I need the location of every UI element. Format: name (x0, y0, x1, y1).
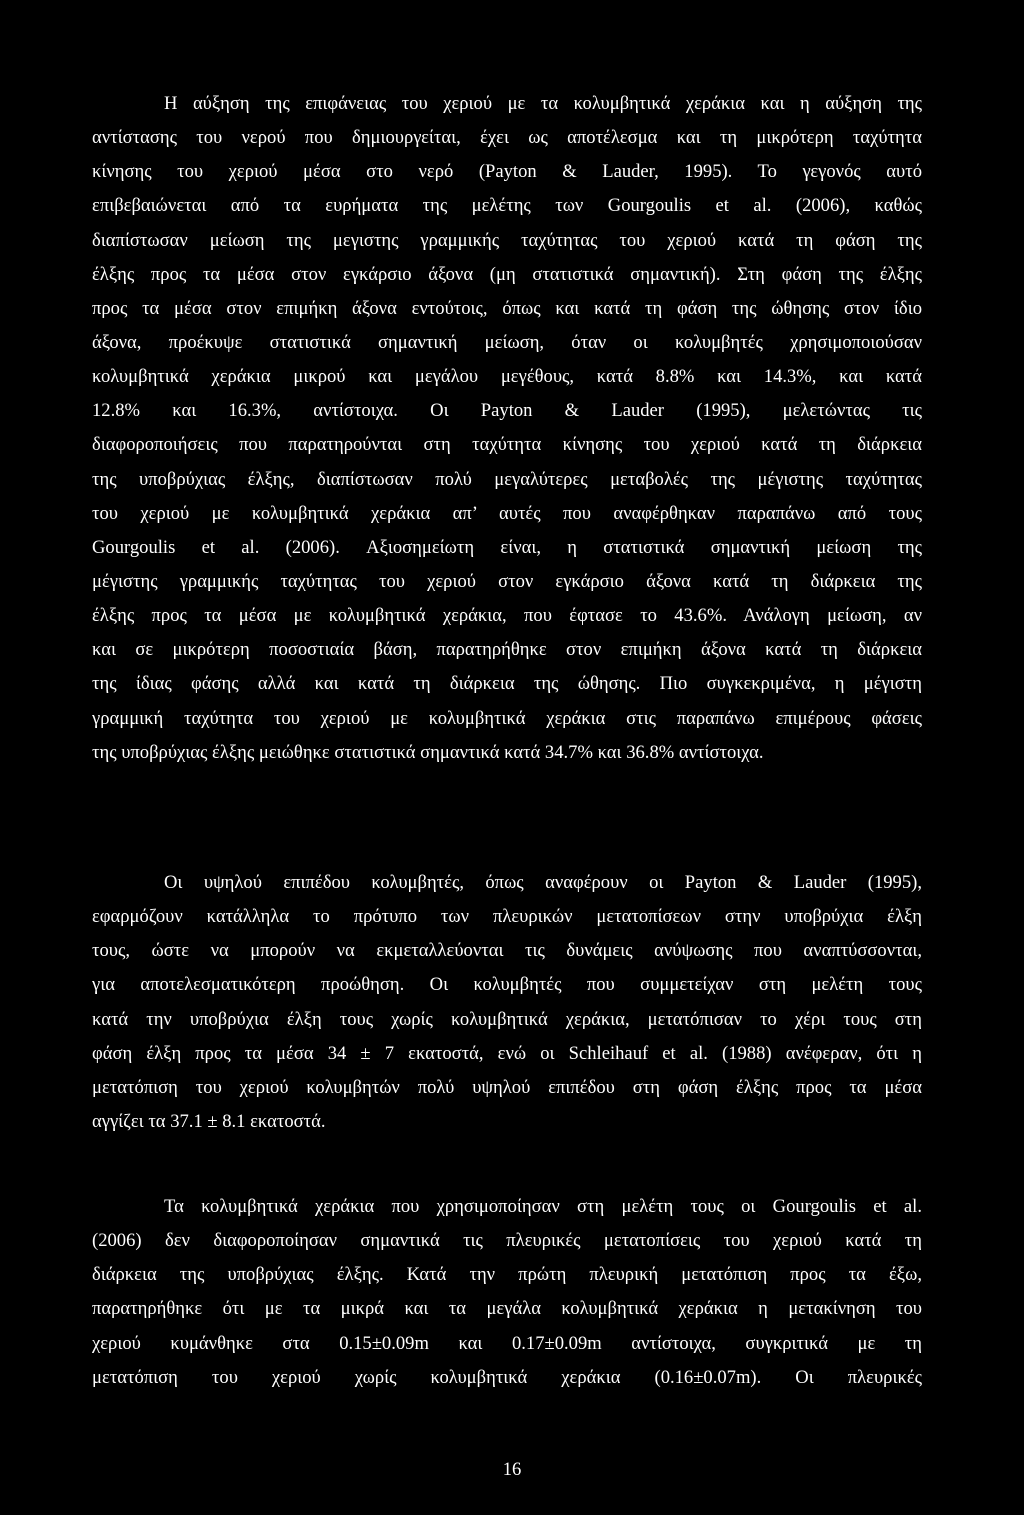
text-line: μετατόπιση του χεριού κολυμβητών πολύ υψηλού επιπέδου στη φάση έλξης προς τα μέσα (92, 1076, 922, 1098)
text-line: μέγιστης γραμμικής ταχύτητας του χεριού στον εγκάρσιο άξονα κατά τη διάρκεια της (92, 570, 922, 592)
text-line: αντίστασης του νερού που δημιουργείται, έχει ως αποτέλεσμα και τη μικρότερη ταχύτητα (92, 127, 922, 149)
text-line: έλξης προς τα μέσα με κολυμβητικά χεράκια, που έφτασε το 43.6%. Ανάλογη μείωση, αν (92, 605, 922, 627)
text-line: της υποβρύχιας έλξης, διαπίστωσαν πολύ μεγαλύτερες μεταβολές της μέγιστης ταχύτητας (92, 468, 922, 490)
text-line: εφαρμόζουν κατάλληλα το πρότυπο των πλευρικών μετατοπίσεων στην υποβρύχια έλξη (92, 906, 922, 928)
text-line: κολυμβητικά χεράκια μικρού και μεγάλου μεγέθους, κατά 8.8% και 14.3%, και κατά (92, 366, 922, 388)
paragraph-3 (92, 1190, 922, 1395)
text-line: Η αύξηση της επιφάνειας του χεριού με τα κολυμβητικά χεράκια και η αύξηση της (164, 93, 922, 114)
text-line: φάση έλξη προς τα μέσα 34 ± 7 εκατοστά, ενώ οι Schleihauf et al. (1988) ανέφεραν, ότι η (92, 1042, 922, 1064)
text-line: χεριού κυμάνθηκε στα 0.15±0.09m και 0.17±0.09m αντίστοιχα, συγκριτικά με τη (92, 1332, 922, 1354)
text-line: αγγίζει τα 37.1 ± 8.1 εκατοστά. (92, 1110, 326, 1132)
text-line: γραμμική ταχύτητα του χεριού με κολυμβητικά χεράκια στις παραπάνω επιμέρους φάσεις (92, 707, 922, 729)
text-line: έλξης προς τα μέσα στον εγκάρσιο άξονα (μη στατιστικά σημαντική). Στη φάση της έλξης (92, 263, 922, 285)
text-line: κίνησης του χεριού μέσα στο νερό (Payton & Lauder, 1995). Το γεγονός αυτό (92, 161, 922, 183)
text-line: παρατηρήθηκε ότι με τα μικρά και τα μεγάλα κολυμβητικά χεράκια η μετακίνηση του (92, 1298, 922, 1320)
text-line: διάρκεια της υποβρύχιας έλξης. Κατά την πρώτη πλευρική μετατόπιση προς τα έξω, (92, 1264, 922, 1286)
text-line: της ίδιας φάσης αλλά και κατά τη διάρκεια της ώθησης. Πιο συγκεκριμένα, η μέγιστη (92, 673, 922, 695)
text-line: και σε μικρότερη ποσοστιαία βάση, παρατηρήθηκε στον επιμήκη άξονα κατά τη διάρκεια (92, 639, 922, 661)
text-line: Gourgoulis et al. (2006). Αξιοσημείωτη είναι, η στατιστικά σημαντική μείωση της (92, 536, 922, 558)
text-line: άξονα, προέκυψε στατιστικά σημαντική μείωση, όταν οι κολυμβητές χρησιμοποιούσαν (92, 331, 922, 353)
page-number: 16 (502, 1459, 522, 1480)
text-line: Τα κολυμβητικά χεράκια που χρησιμοποίησαν στη μελέτη τους οι Gourgoulis et al. (164, 1196, 922, 1217)
text-line: 12.8% και 16.3%, αντίστοιχα. Οι Payton & Lauder (1995), μελετώντας τις (92, 400, 922, 422)
paragraph-1 (92, 87, 922, 770)
text-line: τους, ώστε να μπορούν να εκμεταλλεύονται τις δυνάμεις ανύψωσης που αναπτύσσονται, (92, 940, 922, 962)
paragraph-2 (92, 866, 922, 1139)
text-line: (2006) δεν διαφοροποίησαν σημαντικά τις πλευρικές μετατοπίσεις του χεριού κατά τη (92, 1230, 922, 1252)
text-line: για αποτελεσματικότερη προώθηση. Οι κολυμβητές που συμμετείχαν στη μελέτη τους (92, 974, 922, 996)
text-line: Οι υψηλού επιπέδου κολυμβητές, όπως αναφέρουν οι Payton & Lauder (1995), (164, 872, 922, 893)
text-line: κατά την υποβρύχια έλξη τους χωρίς κολυμβητικά χεράκια, μετατόπισαν το χέρι τους στη (92, 1008, 922, 1030)
text-line: προς τα μέσα στον επιμήκη άξονα εντούτοις, όπως και κατά τη φάση της ώθησης στον ίδιο (92, 297, 922, 319)
text-line: της υποβρύχιας έλξης μειώθηκε στατιστικά σημαντικά κατά 34.7% και 36.8% αντίστοιχα. (92, 741, 764, 763)
text-line: μετατόπιση του χεριού χωρίς κολυμβητικά χεράκια (0.16±0.07m). Οι πλευρικές (92, 1366, 922, 1388)
text-line: διαπίστωσαν μείωση της μεγιστης γραμμικής ταχύτητας του χεριού κατά τη φάση της (92, 229, 922, 251)
text-line: διαφοροποιήσεις που παρατηρούνται στη ταχύτητα κίνησης του χεριού κατά τη διάρκεια (92, 434, 922, 456)
text-line: επιβεβαιώνεται από τα ευρήματα της μελέτης των Gourgoulis et al. (2006), καθώς (92, 195, 922, 217)
text-line: του χεριού με κολυμβητικά χεράκια απ’ αυτές που αναφέρθηκαν παραπάνω από τους (92, 502, 922, 524)
